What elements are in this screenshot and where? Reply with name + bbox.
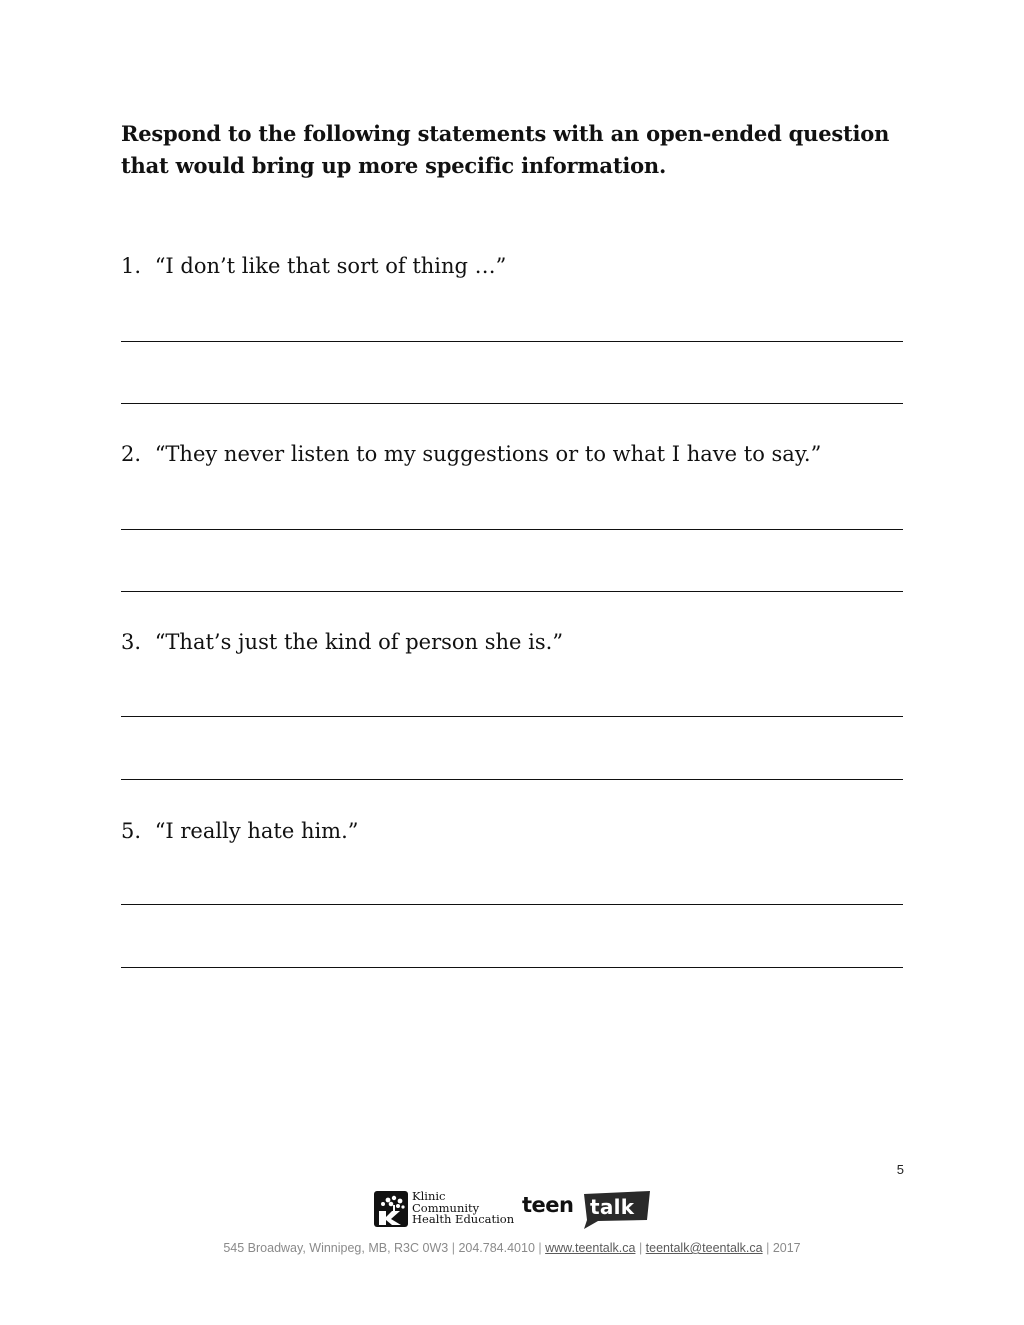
- question-number: 1.: [121, 254, 142, 278]
- footer-contact: [0, 1241, 1024, 1255]
- answer-line-5a[interactable]: [121, 904, 903, 905]
- klinic-line-3: Health Education: [412, 1212, 515, 1226]
- answer-line-1b[interactable]: [121, 403, 903, 404]
- question-number: 2.: [121, 442, 142, 466]
- klinic-wordmark: [412, 1191, 514, 1226]
- question-text: “I really hate him.”: [154, 819, 359, 843]
- answer-line-5b[interactable]: [121, 967, 903, 968]
- footer-year: 2017: [772, 1241, 801, 1255]
- answer-line-3b[interactable]: [121, 779, 903, 780]
- question-5: [121, 817, 359, 845]
- question-1: [121, 252, 506, 280]
- footer-separator: |: [451, 1241, 455, 1255]
- question-text: “They never listen to my suggestions or to what I have to say.”: [154, 442, 822, 466]
- question-2: [121, 440, 821, 468]
- footer-logos: [374, 1190, 654, 1230]
- answer-line-1a[interactable]: [121, 341, 903, 342]
- answer-line-3a[interactable]: [121, 716, 903, 717]
- answer-line-2b[interactable]: [121, 591, 903, 592]
- answer-line-2a[interactable]: [121, 529, 903, 530]
- question-3: [121, 628, 563, 656]
- question-text: “I don’t like that sort of thing …”: [154, 254, 507, 278]
- instructions-heading: Respond to the following statements with an open-ended question that would bring up more specific information.: [121, 121, 890, 178]
- teen-wordmark: teen: [522, 1193, 574, 1217]
- page-number: 5: [896, 1162, 904, 1177]
- footer-separator: |: [538, 1241, 542, 1255]
- question-number: 5.: [121, 819, 142, 843]
- footer-separator: |: [638, 1241, 643, 1255]
- talk-wordmark: talk: [590, 1195, 635, 1219]
- footer-website-link[interactable]: www.teentalk.ca: [545, 1241, 636, 1255]
- footer-phone: 204.784.4010: [458, 1241, 535, 1255]
- question-number: 3.: [121, 630, 142, 654]
- footer-separator: |: [766, 1241, 770, 1255]
- question-text: “That’s just the kind of person she is.”: [154, 630, 564, 654]
- klinic-line-2: Community: [412, 1200, 480, 1215]
- klinic-k-tree-icon: [374, 1191, 408, 1227]
- klinic-line-1: Klinic: [412, 1189, 446, 1203]
- footer-address: 545 Broadway, Winnipeg, MB, R3C 0W3: [223, 1241, 449, 1255]
- footer-email-link[interactable]: teentalk@teentalk.ca: [645, 1241, 763, 1255]
